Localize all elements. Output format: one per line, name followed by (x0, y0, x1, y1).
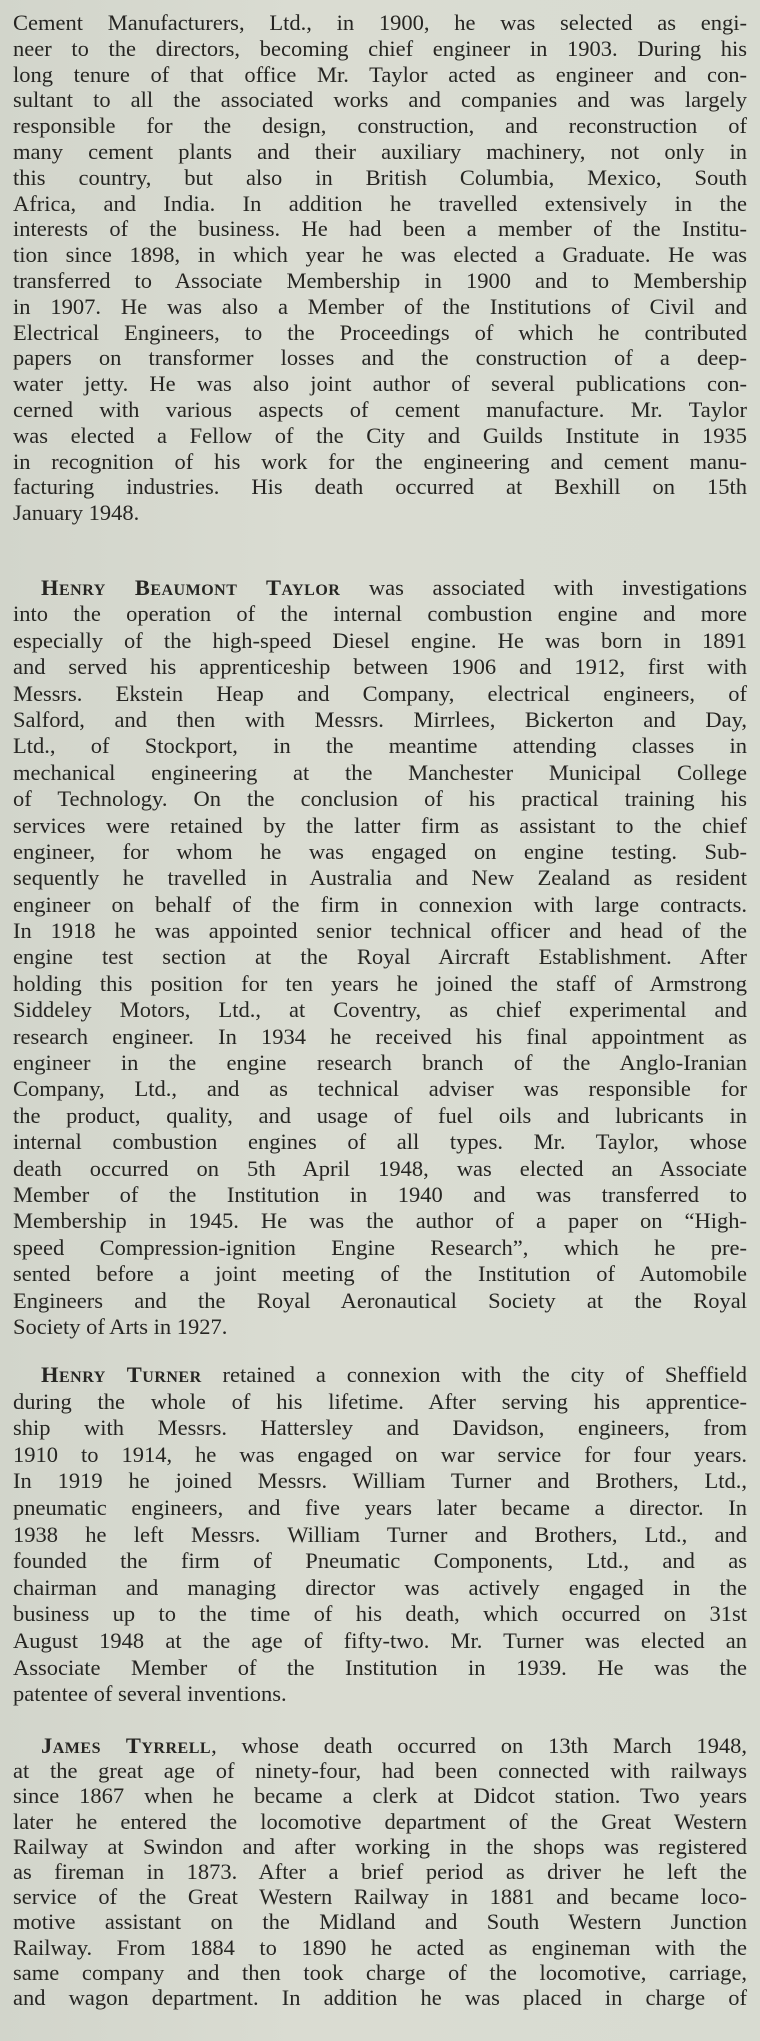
text-line: engineer, for whom he was engaged on engine testing. Sub- (13, 838, 747, 864)
text-line (13, 575, 747, 601)
text-line: pneumatic engineers, and five years later became a director. In (13, 1494, 747, 1520)
text-line: In 1919 he joined Messrs. William Turner and Brothers, Ltd., (13, 1468, 747, 1494)
text-line: and served his apprenticeship between 1906 and 1912, first with (13, 654, 747, 680)
person-name: James Tyrrell (41, 1733, 212, 1758)
text-line: Railway at Swindon and after working in the shops was registered (13, 1833, 747, 1859)
text-line: of Technology. On the conclusion of his practical training his (13, 786, 747, 812)
text-line: in recognition of his work for the engineering and cement manu- (13, 448, 747, 474)
text-line-rest: , whose death occurred on 13th March 1948, (211, 1733, 747, 1758)
text-line: Company, Ltd., and as technical adviser was responsible for (13, 1076, 747, 1102)
text-line: Cement Manufacturers, Ltd., in 1900, he was selected as engi- (13, 10, 747, 35)
text-line: and wagon department. In addition he was placed in charge of (13, 1984, 747, 2010)
text-line: papers on transformer losses and the construction of a deep- (13, 345, 747, 371)
text-line: Society of Arts in 1927. (13, 1313, 228, 1339)
text-line: water jetty. He was also joint author of several publications con- (13, 371, 747, 397)
text-line: Africa, and India. In addition he travelled extensively in the (13, 190, 747, 216)
text-line: many cement plants and their auxiliary machinery, not only in (13, 138, 747, 164)
text-line: chairman and managing director was actively engaged in the (13, 1574, 747, 1600)
text-line: was elected a Fellow of the City and Guilds Institute in 1935 (13, 422, 747, 448)
text-line: engineer in the engine research branch of the Anglo-Iranian (13, 1050, 747, 1076)
text-line: internal combustion engines of all types. Mr. Taylor, whose (13, 1129, 747, 1155)
text-line: Member of the Institution in 1940 and was transferred to (13, 1181, 747, 1207)
text-line: especially of the high-speed Diesel engine. He was born in 1891 (13, 627, 747, 653)
obituary-paragraph-henry-beaumont-taylor (13, 575, 747, 1340)
text-line: sented before a joint meeting of the Institution of Automobile (13, 1261, 747, 1287)
text-line: Salford, and then with Messrs. Mirrlees, Bickerton and Day, (13, 706, 747, 732)
text-line: since 1867 when he became a clerk at Didcot station. Two years (13, 1783, 747, 1809)
text-line: In 1918 he was appointed senior technical officer and head of the (13, 918, 747, 944)
text-line: research engineer. In 1934 he received his final appointment as (13, 1023, 747, 1049)
text-line: Railway. From 1884 to 1890 he acted as engineman with the (13, 1934, 747, 1960)
text-line: long tenure of that office Mr. Taylor acted as engineer and con- (13, 61, 747, 87)
obituary-paragraph-james-tyrrell (13, 1733, 747, 2010)
text-line: transferred to Associate Membership in 1900 and to Membership (13, 267, 747, 293)
text-line: speed Compression-ignition Engine Research”, which he pre- (13, 1234, 747, 1260)
text-line: neer to the directors, becoming chief engineer in 1903. During his (13, 35, 747, 61)
text-line: 1910 to 1914, he was engaged on war service for four years. (13, 1441, 747, 1467)
text-line: Electrical Engineers, to the Proceedings of which he contributed (13, 319, 747, 345)
text-line: founded the firm of Pneumatic Components, Ltd., and as (13, 1548, 747, 1574)
text-line: during the whole of his lifetime. After serving his apprentice- (13, 1388, 747, 1414)
text-line: facturing industries. His death occurred at Bexhill on 15th (13, 474, 747, 500)
obituary-paragraph-continued (13, 10, 747, 526)
text-line: responsible for the design, construction, and reconstruction of (13, 113, 747, 139)
text-line: January 1948. (13, 500, 140, 526)
text-line: interests of the business. He had been a member of the Institu- (13, 216, 747, 242)
text-line: tion since 1898, in which year he was elected a Graduate. He was (13, 242, 747, 268)
text-line: services were retained by the latter firm as assistant to the chief (13, 812, 747, 838)
text-line-rest: retained a connexion with the city of Sheffield (201, 1362, 747, 1387)
text-line: engineer on behalf of the firm in connexion with large contracts. (13, 891, 747, 917)
text-line: engine test section at the Royal Aircraft Establishment. After (13, 944, 747, 970)
text-line: Associate Member of the Institution in 1939. He was the (13, 1654, 747, 1680)
text-line: mechanical engineering at the Manchester Municipal College (13, 759, 747, 785)
text-line: as fireman in 1873. After a brief period as driver he left the (13, 1858, 747, 1884)
person-name: Henry Beaumont Taylor (41, 575, 341, 600)
text-line: later he entered the locomotive department of the Great Western (13, 1808, 747, 1834)
text-line: same company and then took charge of the locomotive, carriage, (13, 1959, 747, 1985)
text-line: sequently he travelled in Australia and New Zealand as resident (13, 865, 747, 891)
text-line: Siddeley Motors, Ltd., at Coventry, as chief experimental and (13, 997, 747, 1023)
text-line (13, 1362, 747, 1389)
text-line: at the great age of ninety-four, had been connected with railways (13, 1758, 747, 1784)
text-line: motive assistant on the Midland and South Western Junction (13, 1909, 747, 1935)
text-line: holding this position for ten years he joined the staff of Armstrong (13, 970, 747, 996)
text-line: patentee of several inventions. (13, 1681, 287, 1707)
text-line: Ltd., of Stockport, in the meantime attending classes in (13, 733, 747, 759)
text-line: ship with Messrs. Hattersley and Davidson, engineers, from (13, 1415, 747, 1441)
text-line: Engineers and the Royal Aeronautical Society at the Royal (13, 1287, 747, 1313)
text-line: this country, but also in British Columbia, Mexico, South (13, 164, 747, 190)
text-line: cerned with various aspects of cement manufacture. Mr. Taylor (13, 396, 747, 422)
text-line: Messrs. Ekstein Heap and Company, electrical engineers, of (13, 680, 747, 706)
obituary-paragraph-henry-turner (13, 1362, 747, 1708)
text-line-rest: was associated with investigations (340, 575, 748, 600)
text-line: business up to the time of his death, which occurred on 31st (13, 1601, 747, 1627)
text-line: into the operation of the internal combustion engine and more (13, 601, 747, 627)
text-line: in 1907. He was also a Member of the Institutions of Civil and (13, 293, 747, 319)
text-line: August 1948 at the age of fifty-two. Mr. Turner was elected an (13, 1627, 747, 1653)
person-name: Henry Turner (41, 1362, 202, 1387)
text-line (13, 1733, 747, 1758)
text-line: sultant to all the associated works and companies and was largely (13, 87, 747, 113)
text-line: the product, quality, and usage of fuel oils and lubricants in (13, 1102, 747, 1128)
text-line: service of the Great Western Railway in 1881 and became loco- (13, 1884, 747, 1910)
text-line: 1938 he left Messrs. William Turner and Brothers, Ltd., and (13, 1521, 747, 1547)
text-line: death occurred on 5th April 1948, was elected an Associate (13, 1155, 747, 1181)
text-line: Membership in 1945. He was the author of a paper on “High- (13, 1208, 747, 1234)
